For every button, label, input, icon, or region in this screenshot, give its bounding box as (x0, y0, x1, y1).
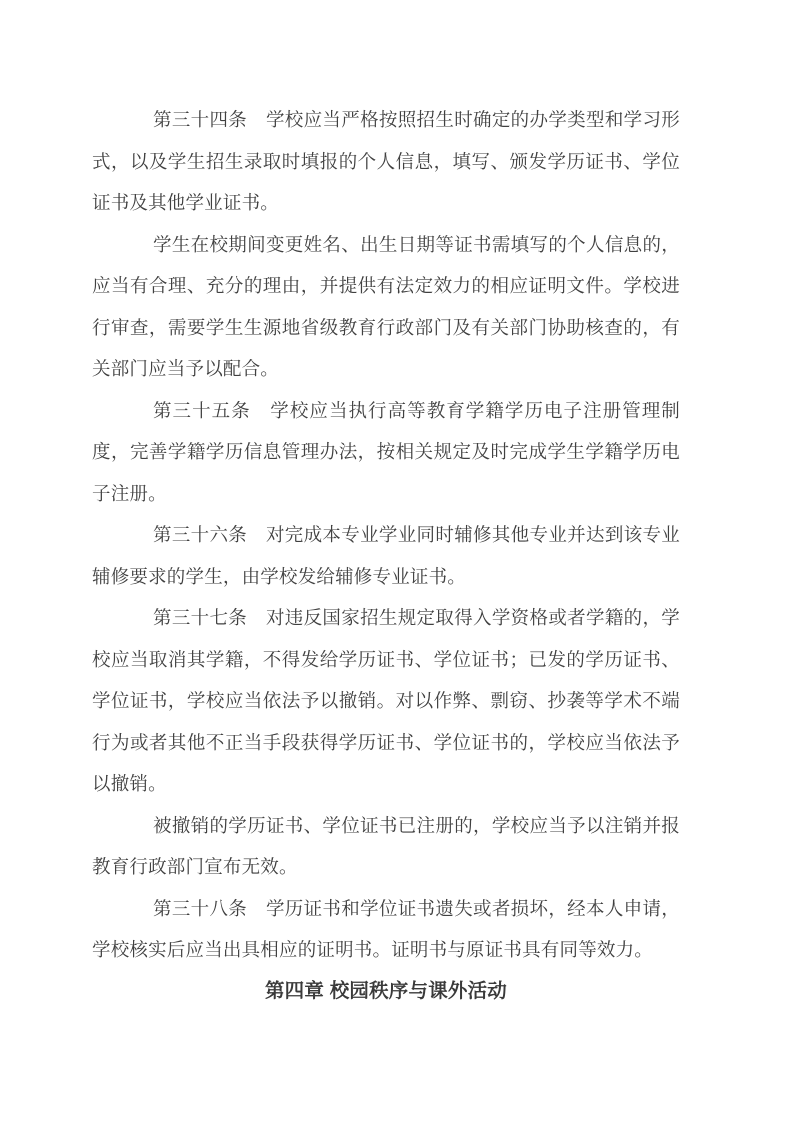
body-paragraph: 第三十六条 对完成本专业学业同时辅修其他专业并达到该专业辅修要求的学生，由学校发给辅修专业证书。 (92, 524, 680, 587)
body-paragraph: 第三十七条 对违反国家招生规定取得入学资格或者学籍的，学校应当取消其学籍，不得发给学历证书、学位证书；已发的学历证书、学位证书，学校应当依法予以撤销。对以作弊、剽窃、抄袭等学术不端行为或者其他不正当手段获得学历证书、学位证书的，学校应当依法予以撤销。 (92, 607, 680, 794)
chapter-heading: 第四章 校园秩序与课外活动 (264, 979, 508, 1002)
body-paragraph: 学生在校期间变更姓名、出生日期等证书需填写的个人信息的，应当有合理、充分的理由，并提供有法定效力的相应证明文件。学校进行审查，需要学生生源地省级教育行政部门及有关部门协助核查的，有关部门应当予以配合。 (92, 233, 680, 379)
body-paragraph: 被撤销的学历证书、学位证书已注册的，学校应当予以注销并报教育行政部门宣布无效。 (92, 814, 680, 877)
body-paragraph: 第三十四条 学校应当严格按照招生时确定的办学类型和学习形式，以及学生招生录取时填报的个人信息，填写、颁发学历证书、学位证书及其他学业证书。 (92, 109, 680, 213)
body-paragraph: 第三十八条 学历证书和学位证书遗失或者损坏，经本人申请，学校核实后应当出具相应的证明书。证明书与原证书具有同等效力。 (92, 897, 680, 960)
body-paragraph: 第三十五条 学校应当执行高等教育学籍学历电子注册管理制度，完善学籍学历信息管理办法，按相关规定及时完成学生学籍学历电子注册。 (92, 399, 680, 504)
document-body (92, 99, 680, 1012)
